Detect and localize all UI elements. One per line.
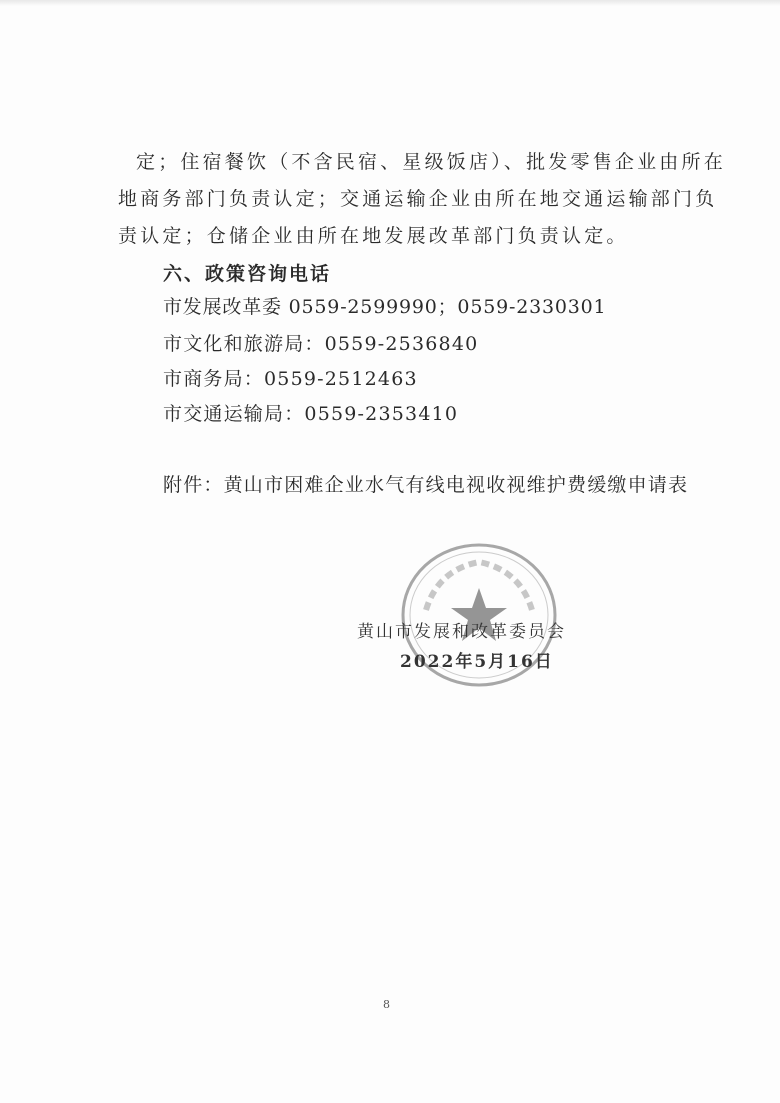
contact-line-commerce: 市商务局：0559-2512463 [163,368,418,390]
paragraph-line-1: 定；住宿餐饮（不含民宿、星级饭店）、批发零售企业由所在 [136,151,726,173]
contact-line-culture-tourism: 市文化和旅游局：0559-2536840 [163,333,479,355]
signature-org: 黄山市发展和改革委员会 [357,622,566,642]
paragraph-line-3: 责认定；仓储企业由所在地发展改革部门负责认定。 [118,225,629,247]
contact-line-ndrc: 市发展改革委 0559-2599990；0559-2330301 [163,296,607,318]
paragraph-line-2: 地商务部门负责认定；交通运输企业由所在地交通运输部门负 [118,188,718,210]
scan-edge [0,0,780,6]
contact-line-transport: 市交通运输局：0559-2353410 [163,403,459,425]
signature-date: 2022年5月16日 [400,652,554,672]
section-heading: 六、政策咨询电话 [163,263,332,285]
page-number: 8 [383,998,390,1011]
attachment-line: 附件：黄山市困难企业水气有线电视收视维护费缓缴申请表 [163,474,689,496]
